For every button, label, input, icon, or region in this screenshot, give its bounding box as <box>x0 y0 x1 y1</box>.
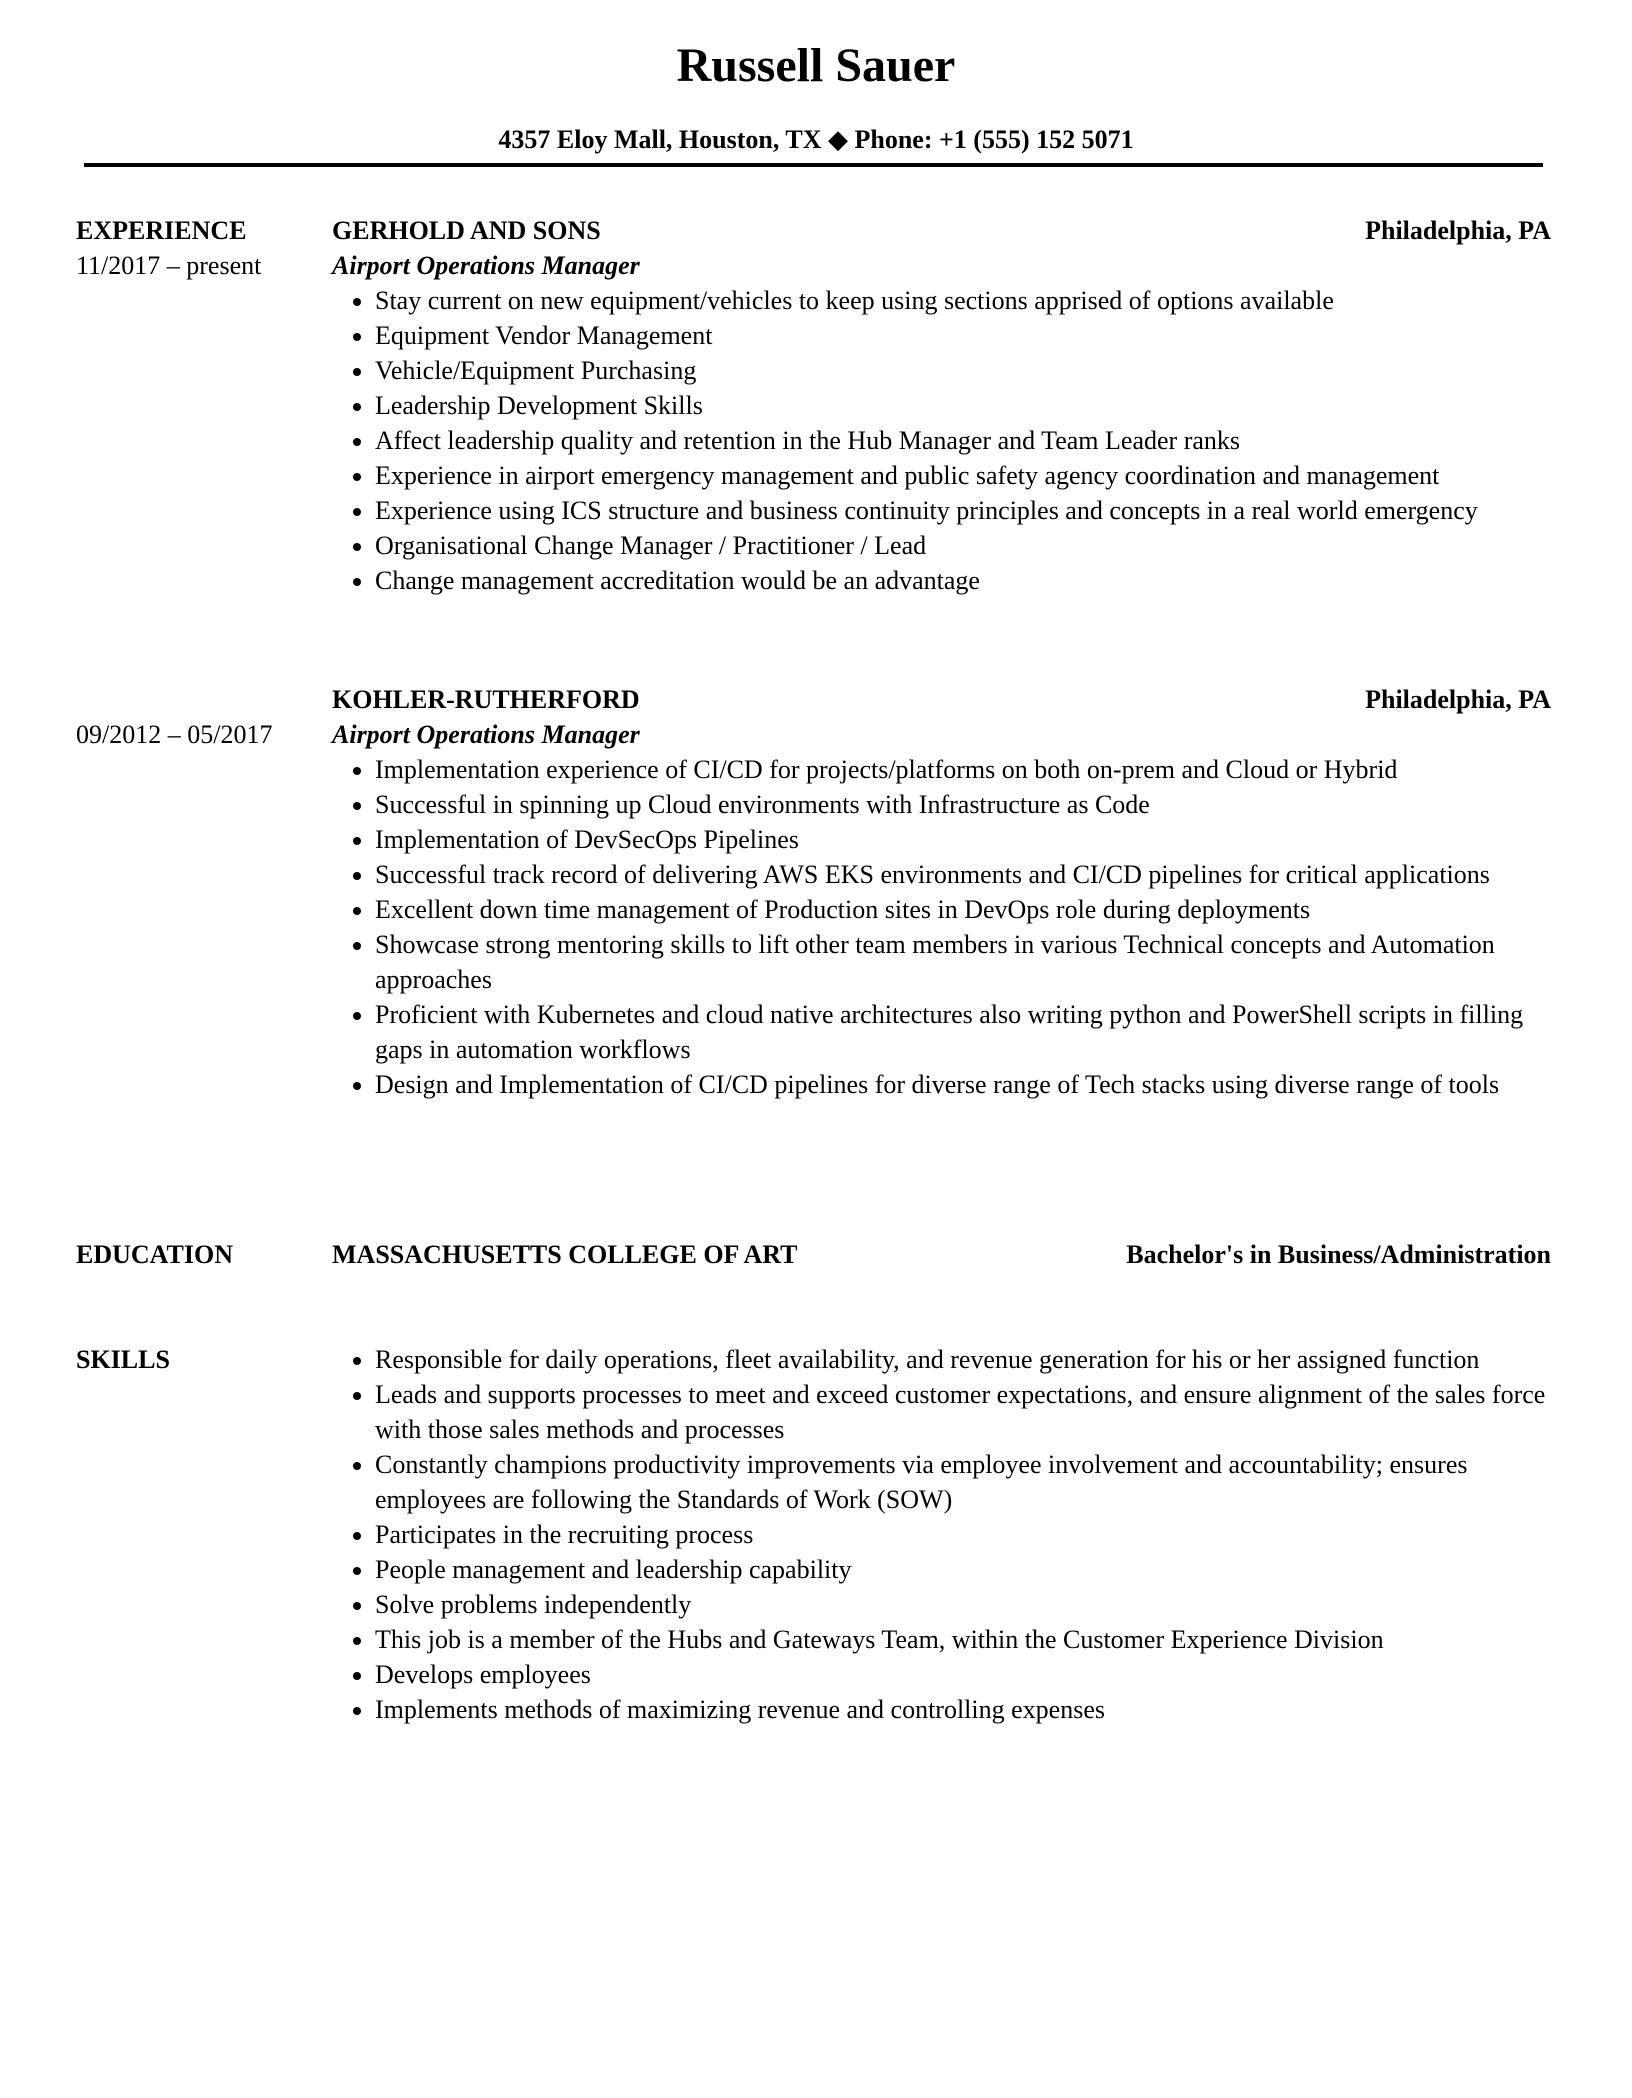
list-item: • Solve problems independently <box>375 1587 1551 1622</box>
list-item: • Showcase strong mentoring skills to lift other team members in various Technical concepts and Automation approaches <box>375 927 1551 997</box>
list-item: • Implements methods of maximizing revenue and controlling expenses <box>375 1692 1551 1727</box>
job-dates: 11/2017 – present <box>76 251 262 280</box>
list-item: • People management and leadership capability <box>375 1552 1551 1587</box>
list-item: • Leadership Development Skills <box>375 388 1551 423</box>
job-title: Airport Operations Manager <box>332 720 640 749</box>
company-name: KOHLER-RUTHERFORD <box>332 685 640 714</box>
list-item: • Change management accreditation would be an advantage <box>375 563 1551 598</box>
company-name: GERHOLD AND SONS <box>332 216 601 245</box>
education-section <box>76 1237 1551 1272</box>
candidate-name: Russell Sauer <box>676 39 956 92</box>
list-item: • Organisational Change Manager / Practitioner / Lead <box>375 528 1551 563</box>
school-name: MASSACHUSETTS COLLEGE OF ART <box>332 1240 798 1269</box>
list-item: • Successful in spinning up Cloud environments with Infrastructure as Code <box>375 787 1551 822</box>
contact-info: 4357 Eloy Mall, Houston, TX ◆ Phone: +1 (555) 152 5071 <box>498 125 1134 154</box>
list-item: • Experience using ICS structure and business continuity principles and concepts in a real world emergency <box>375 493 1551 528</box>
list-item: • Equipment Vendor Management <box>375 318 1551 353</box>
job-bullets <box>332 283 1551 598</box>
section-heading-education: EDUCATION <box>76 1240 233 1269</box>
experience-job-2 <box>76 682 1551 1102</box>
list-item: • Experience in airport emergency management and public safety agency coordination and management <box>375 458 1551 493</box>
list-item: • Design and Implementation of CI/CD pipelines for diverse range of Tech stacks using diverse range of tools <box>375 1067 1551 1102</box>
degree: Bachelor's in Business/Administration <box>1126 1240 1551 1269</box>
experience-section <box>76 213 1551 598</box>
list-item: • Leads and supports processes to meet and exceed customer expectations, and ensure alignment of the sales force with those sales methods and processes <box>375 1377 1551 1447</box>
list-item: • Develops employees <box>375 1657 1551 1692</box>
job-bullets <box>332 752 1551 1102</box>
skills-section <box>76 1342 1551 1727</box>
list-item: • Implementation of DevSecOps Pipelines <box>375 822 1551 857</box>
section-heading-skills: SKILLS <box>76 1345 170 1374</box>
list-item: • Affect leadership quality and retention in the Hub Manager and Team Leader ranks <box>375 423 1551 458</box>
list-item: • Stay current on new equipment/vehicles to keep using sections apprised of options available <box>375 283 1551 318</box>
list-item: • Excellent down time management of Production sites in DevOps role during deployments <box>375 892 1551 927</box>
job-location: Philadelphia, PA <box>1365 216 1551 245</box>
header-divider <box>84 163 1543 167</box>
list-item: • This job is a member of the Hubs and Gateways Team, within the Customer Experience Division <box>375 1622 1551 1657</box>
list-item: • Implementation experience of CI/CD for projects/platforms on both on-prem and Cloud or Hybrid <box>375 752 1551 787</box>
job-title: Airport Operations Manager <box>332 251 640 280</box>
list-item: • Participates in the recruiting process <box>375 1517 1551 1552</box>
job-location: Philadelphia, PA <box>1365 685 1551 714</box>
list-item: • Vehicle/Equipment Purchasing <box>375 353 1551 388</box>
skills-list <box>332 1342 1551 1727</box>
job-dates: 09/2012 – 05/2017 <box>76 720 273 749</box>
list-item: • Proficient with Kubernetes and cloud native architectures also writing python and PowerShell scripts in filling gaps in automation workflows <box>375 997 1551 1067</box>
list-item: • Constantly champions productivity improvements via employee involvement and accountability; ensures employees are following the Standards of Work (SOW) <box>375 1447 1551 1517</box>
list-item: • Successful track record of delivering AWS EKS environments and CI/CD pipelines for critical applications <box>375 857 1551 892</box>
list-item: • Responsible for daily operations, fleet availability, and revenue generation for his or her assigned function <box>375 1342 1551 1377</box>
section-heading-experience: EXPERIENCE <box>76 216 247 245</box>
